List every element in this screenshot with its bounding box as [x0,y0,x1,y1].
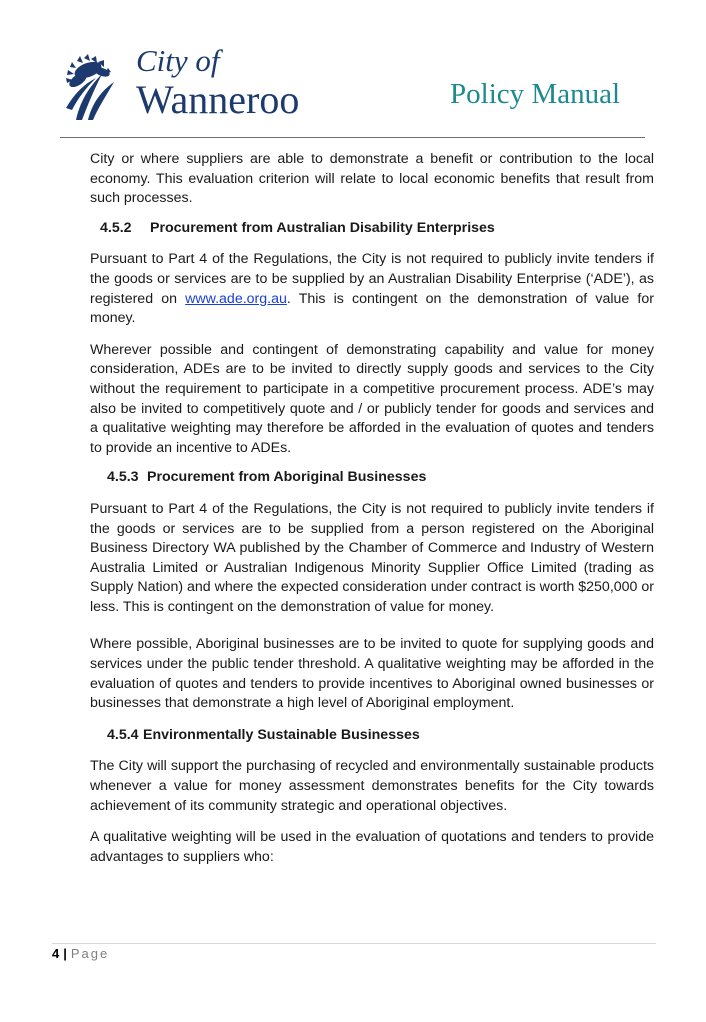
banksia-flower-icon [58,50,134,122]
document-body [90,150,654,867]
section-title: Procurement from Australian Disability Enterprises [150,219,495,236]
city-of-wanneroo-logo [58,44,328,128]
logo-wanneroo-text: Wanneroo [136,77,300,122]
section-number: 4.5.3 [107,469,139,486]
section-4-5-2-heading [100,219,654,239]
page-footer [52,946,109,961]
header-divider [60,137,645,138]
section-4-5-2-paragraph-2: Wherever possible and contingent of demonstrating capability and value for money consideration, ADEs are to be invited to directly supply goods and services to the City without the requirement to participate in a competitive procurement process. ADE’s may also be invited to competitively quote and / or publicly tender for goods and services and a qualitative weighting may therefore be afforded in the evaluation of quotes and tenders to provide an incentive to ADEs. [90,341,654,456]
section-4-5-3-paragraph-1: Pursuant to Part 4 of the Regulations, the City is not required to publicly invite tenders if the goods or services are to be supplied from a person registered on the Aboriginal Business Directory WA published by the Chamber of Commerce and Industry of Western Australia Limited or Australian Indigenous Minority Supplier Office Limited (trading as Supply Nation) and where the expected consideration under contract is worth $250,000 or less. This is contingent on the demonstration of value for money. [90,500,654,615]
section-number: 4.5.4 [107,726,139,743]
logo-city-of-text: City of [136,43,220,78]
ade-website-link[interactable]: www.ade.org.au [185,290,287,307]
section-4-5-4-paragraph-2: A qualitative weighting will be used in the evaluation of quotations and tenders to provide advantages to suppliers who: [90,829,654,865]
footer-separator: | [63,946,67,961]
section-4-5-3-paragraph-2: Where possible, Aboriginal businesses are to be invited to quote for supplying goods and services under the public tender threshold. A qualitative weighting may be afforded in the evaluation of quotes and tenders to provide incentives to Aboriginal owned businesses or businesses that demonstrate a high level of Aboriginal employment. [90,636,654,712]
section-4-5-4-heading [107,726,654,746]
section-title: Procurement from Aboriginal Businesses [147,469,427,486]
intro-paragraph: City or where suppliers are able to demonstrate a benefit or contribution to the local economy. This evaluation criterion will relate to local economic benefits that result from such processes. [90,151,654,207]
footer-divider [52,943,656,944]
section-number: 4.5.2 [100,219,132,236]
section-title: Environmentally Sustainable Businesses [143,726,420,743]
policy-manual-title: Policy Manual [450,78,620,110]
section-4-5-2-paragraph-1: Pursuant to Part 4 of the Regulations, the City is not required to publicly invite tenders if the goods or services are to be supplied by an Australian Disability Enterprise (‘ADE’), as registered on www.ade.org.au. This is contingent on the demonstration of value for money. [90,251,654,327]
section-4-5-4-paragraph-1: The City will support the purchasing of recycled and environmentally sustainable products whenever a value for money assessment demonstrates benefits for the City towards achievement of its community strategic and operational objectives. [90,758,654,814]
page-number: 4 [52,946,60,961]
page-label: Page [70,946,110,961]
section-4-5-3-heading [107,468,654,488]
